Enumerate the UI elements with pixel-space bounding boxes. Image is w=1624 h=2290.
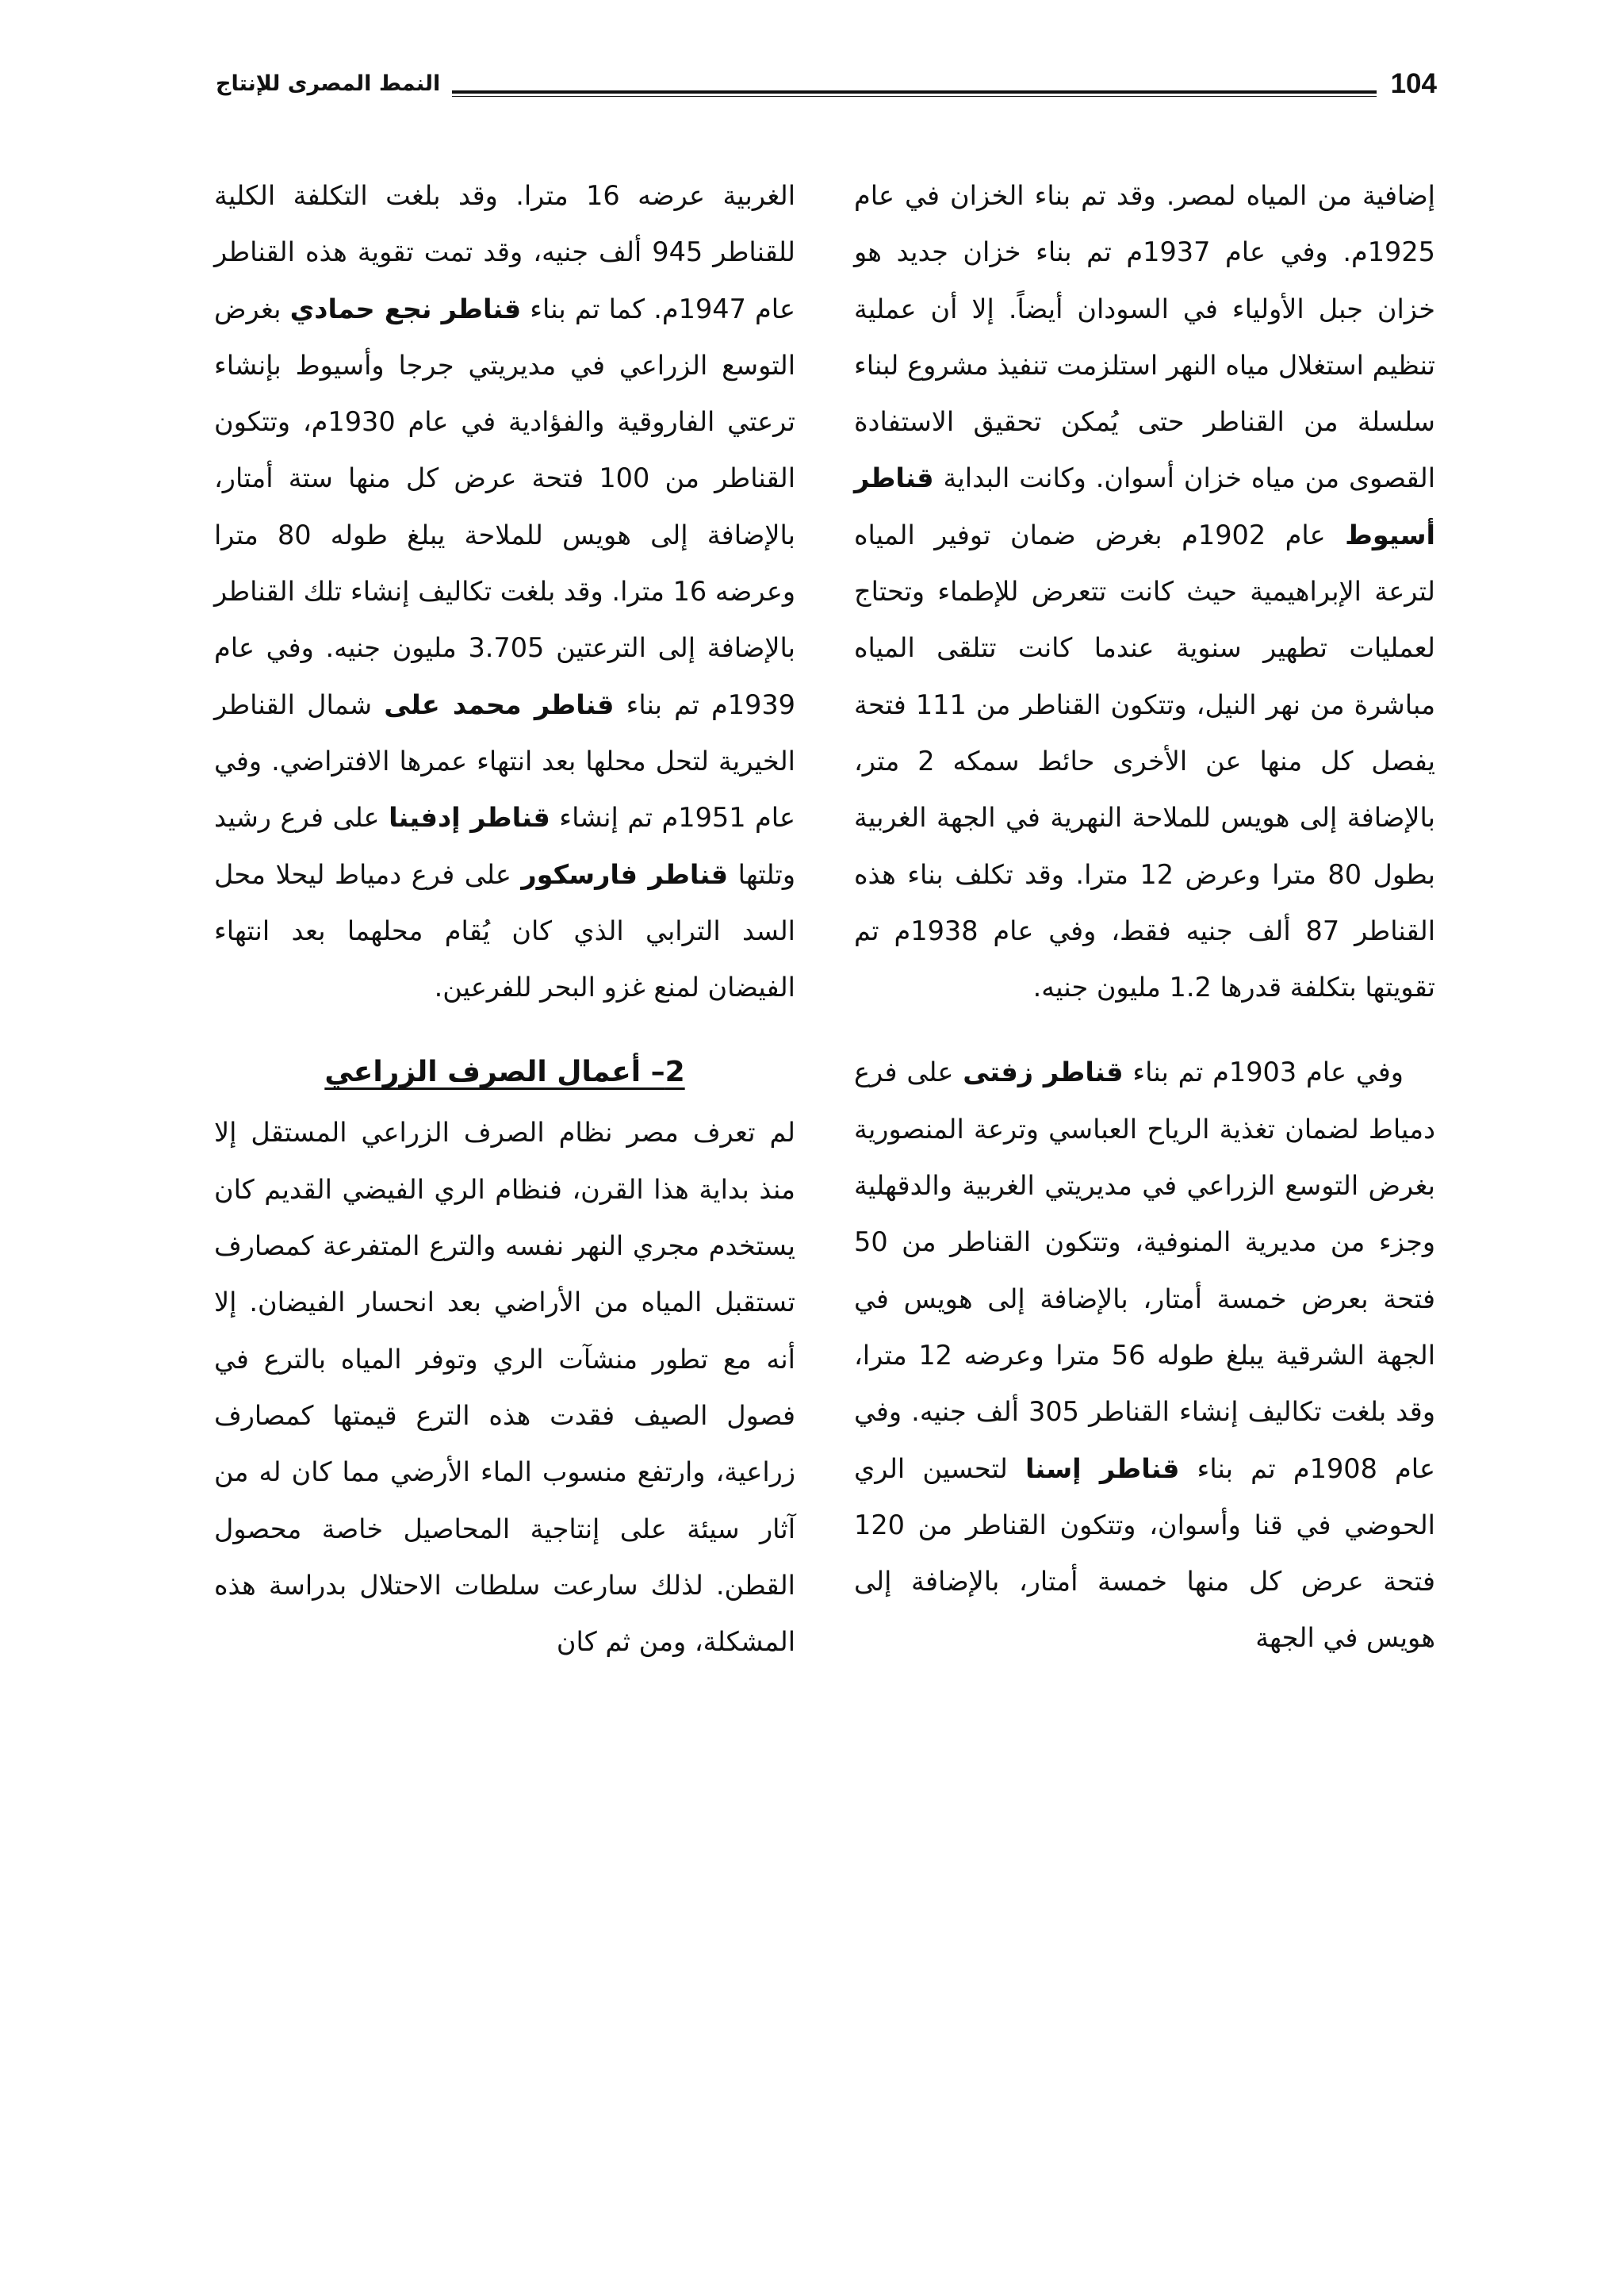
running-header	[216, 70, 1437, 109]
bold-term: قناطر إدفينا	[389, 802, 550, 834]
bold-term: قناطر نجع حمادي	[289, 293, 522, 324]
header-rule	[452, 90, 1377, 94]
paragraph: إضافية من المياه لمصر. وقد تم بناء الخزان في عام 1925م. وفي عام 1937م تم بناء خزان جديد هو خزان جبل الأولياء في السودان أيضاً. إلا أن عملية تنظيم استغلال مياه النهر استلزمت تنفيذ مشروع لبناء سلسلة من القناطر حتى يُمكن تحقيق الاستفادة القصوى من مياه خزان أسوان. وكانت البداية قناطر أسيوط عام 1902م بغرض ضمان توفير المياه لترعة الإبراهيمية حيث كانت تتعرض للإطماء وتحتاج لعمليات تطهير سنوية عندما كانت تتلقى المياه مباشرة من نهر النيل، وتتكون القناطر من 111 فتحة يفصل كل منها عن الأخرى حائط سمكه 2 متر، بالإضافة إلى هويس للملاحة النهرية في الجهة الغربية بطول 80 مترا وعرض 12 مترا. وقد تكلف بناء هذه القناطر 87 ألف جنيه فقط، وفي عام 1938م تم تقويتها بتكلفة قدرها 1.2 مليون جنيه.	[854, 180, 1436, 1003]
right-column	[854, 167, 1435, 1667]
paragraph: لم تعرف مصر نظام الصرف الزراعي المستقل إلا منذ بداية هذا القرن، فنظام الري الفيضي القديم كان يستخدم مجري النهر نفسه والترع المتفرعة كمصارف تستقبل المياه من الأراضي بعد انحسار الفيضان. إلا أنه مع تطور منشآت الري وتوفر المياه بالترع في فصول الصيف فقدت هذه الترع قيمتها كمصارف زراعية، وارتفع منسوب الماء الأرضي مما كان له من آثار سيئة على إنتاجية المحاصيل خاصة محصول القطن. لذلك سارعت سلطات الاحتلال بدراسة هذه المشكلة، ومن ثم كان	[214, 1117, 795, 1658]
bold-term: قناطر زفتى	[963, 1057, 1124, 1088]
page-number: 104	[1390, 68, 1437, 99]
paragraph: وفي عام 1903م تم بناء قناطر زفتى على فرع دمياط لضمان تغذية الرياح العباسي وترعة المنصورية بغرض التوسع الزراعي في مديريتي الغربية والدقهلية وجزء من مديرية المنوفية، وتتكون القناطر من 50 فتحة بعرض خمسة أمتار، بالإضافة إلى هويس في الجهة الشرقية يبلغ طوله 56 مترا وعرضه 12 مترا، وقد بلغت تكاليف إنشاء القناطر 305 ألف جنيه. وفي عام 1908م تم بناء قناطر إسنا لتحسين الري الحوضي في قنا وأسوان، وتتكون القناطر من 120 فتحة عرض كل منها خمسة أمتار، بالإضافة إلى هويس في الجهة	[854, 1057, 1436, 1654]
bold-term: قناطر فارسكور	[521, 858, 729, 890]
section-heading-text: 2– أعمال الصرف الزراعي	[324, 1056, 685, 1089]
left-column	[214, 167, 795, 1670]
bold-term: قناطر محمد على	[384, 689, 615, 720]
running-title: النمط المصرى للإنتاج	[216, 71, 441, 96]
paragraph: الغربية عرضه 16 مترا. وقد بلغت التكلفة الكلية للقناطر 945 ألف جنيه، وقد تمت تقوية هذه القناطر عام 1947م. كما تم بناء قناطر نجع حمادي بغرض التوسع الزراعي في مديريتي جرجا وأسيوط بإنشاء ترعتي الفاروقية والفؤادية في عام 1930م، وتتكون القناطر من 100 فتحة عرض كل منها ستة أمتار، بالإضافة إلى هويس للملاحة يبلغ طوله 80 مترا وعرضه 16 مترا. وقد بلغت تكاليف إنشاء تلك القناطر بالإضافة إلى الترعتين 3.705 مليون جنيه. وفي عام 1939م تم بناء قناطر محمد على شمال القناطر الخيرية لتحل محلها بعد انتهاء عمرها الافتراضي. وفي عام 1951م تم إنشاء قناطر إدفينا على فرع رشيد وتلتها قناطر فارسكور على فرع دمياط ليحلا محل السد الترابي الذي كان يُقام محلهما بعد انتهاء الفيضان لمنع غزو البحر للفرعين.	[214, 180, 796, 1003]
bold-term: قناطر إسنا	[1025, 1452, 1180, 1484]
section-heading	[214, 1045, 795, 1099]
bold-term: قناطر أسيوط	[854, 462, 1436, 550]
